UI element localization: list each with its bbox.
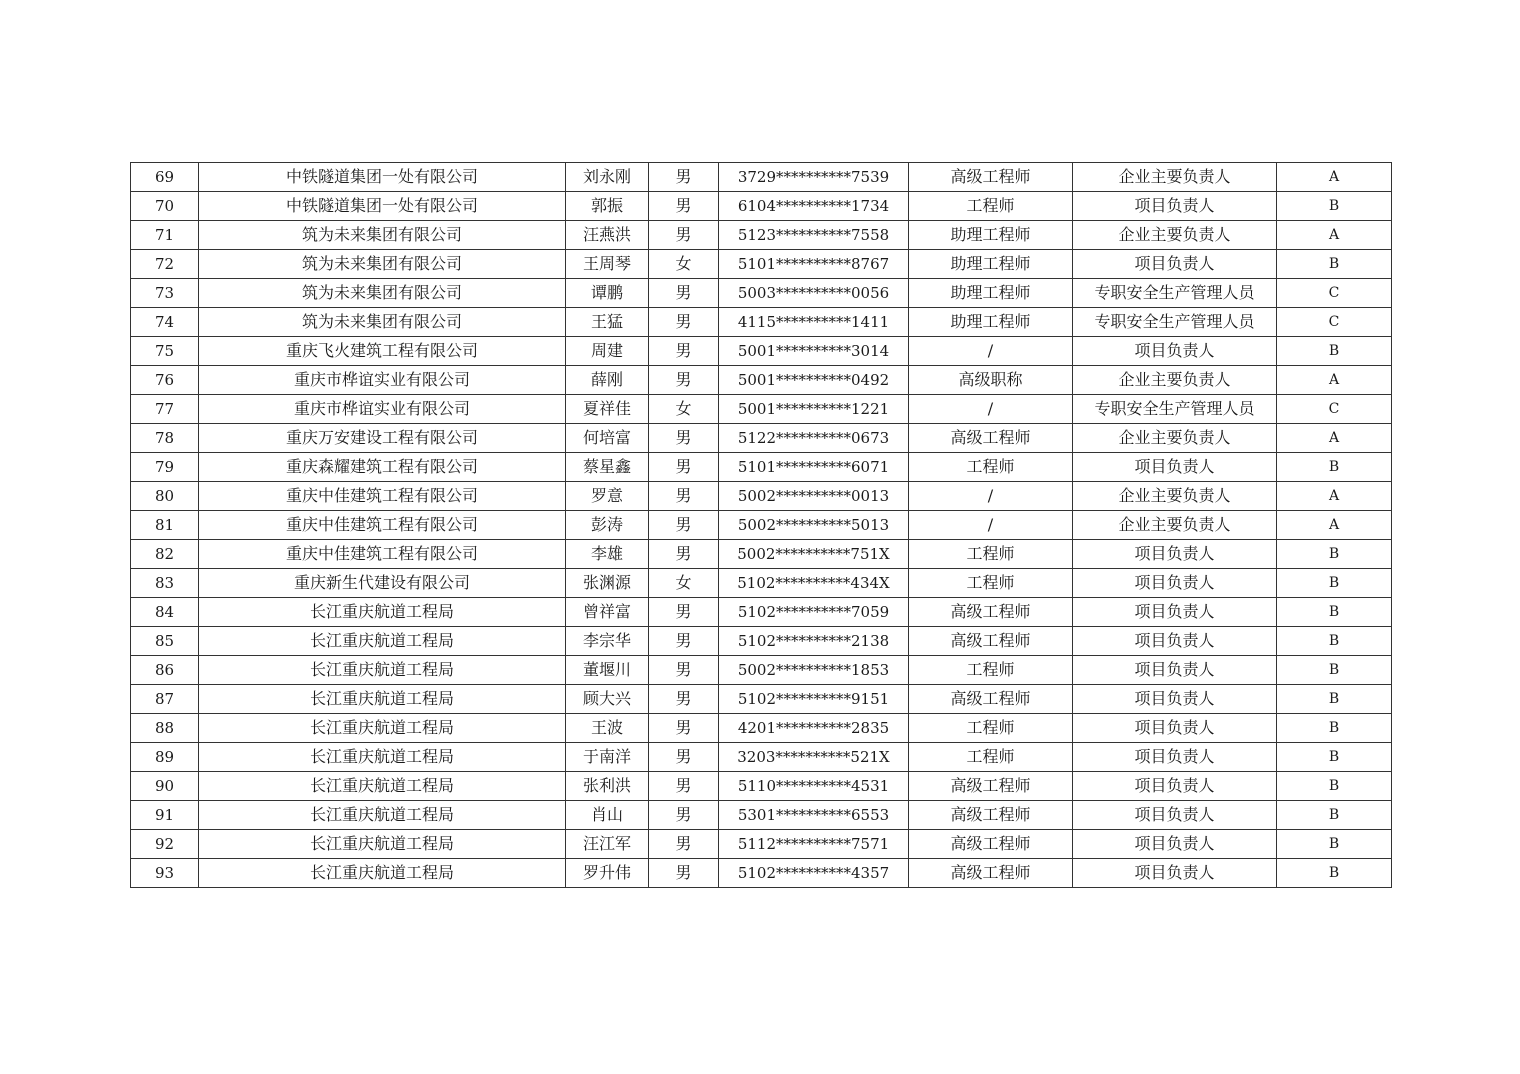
company-cell: 重庆森耀建筑工程有限公司 [199,453,566,482]
row-number-cell: 86 [131,656,199,685]
position-role-cell: 项目负责人 [1073,772,1277,801]
table-row [131,192,1392,221]
position-role-cell: 项目负责人 [1073,859,1277,888]
table-row [131,540,1392,569]
gender-cell: 男 [649,627,719,656]
grade-cell: B [1277,192,1392,221]
professional-title-cell: 高级工程师 [909,598,1073,627]
row-number-cell: 78 [131,424,199,453]
professional-title-cell: / [909,511,1073,540]
professional-title-cell: 高级工程师 [909,163,1073,192]
position-role-cell: 项目负责人 [1073,540,1277,569]
table-row [131,453,1392,482]
row-number-cell: 71 [131,221,199,250]
company-cell: 中铁隧道集团一处有限公司 [199,163,566,192]
professional-title-cell: 工程师 [909,743,1073,772]
person-name-cell: 罗意 [566,482,649,511]
id-number-cell: 5002**********751X [719,540,909,569]
professional-title-cell: 助理工程师 [909,250,1073,279]
position-role-cell: 项目负责人 [1073,598,1277,627]
person-name-cell: 汪燕洪 [566,221,649,250]
position-role-cell: 专职安全生产管理人员 [1073,395,1277,424]
grade-cell: B [1277,598,1392,627]
row-number-cell: 74 [131,308,199,337]
gender-cell: 男 [649,743,719,772]
table-row [131,163,1392,192]
company-cell: 筑为未来集团有限公司 [199,308,566,337]
id-number-cell: 5101**********8767 [719,250,909,279]
table-row [131,656,1392,685]
row-number-cell: 87 [131,685,199,714]
table-row [131,830,1392,859]
row-number-cell: 77 [131,395,199,424]
gender-cell: 男 [649,540,719,569]
company-cell: 重庆市桦谊实业有限公司 [199,366,566,395]
company-cell: 重庆中佳建筑工程有限公司 [199,540,566,569]
company-cell: 长江重庆航道工程局 [199,743,566,772]
position-role-cell: 企业主要负责人 [1073,366,1277,395]
gender-cell: 男 [649,482,719,511]
id-number-cell: 5122**********0673 [719,424,909,453]
id-number-cell: 5101**********6071 [719,453,909,482]
table-row [131,482,1392,511]
position-role-cell: 企业主要负责人 [1073,424,1277,453]
person-name-cell: 肖山 [566,801,649,830]
table-row [131,627,1392,656]
grade-cell: B [1277,830,1392,859]
id-number-cell: 5002**********1853 [719,656,909,685]
id-number-cell: 5102**********4357 [719,859,909,888]
grade-cell: C [1277,395,1392,424]
position-role-cell: 项目负责人 [1073,337,1277,366]
row-number-cell: 91 [131,801,199,830]
id-number-cell: 5001**********0492 [719,366,909,395]
grade-cell: B [1277,250,1392,279]
company-cell: 筑为未来集团有限公司 [199,250,566,279]
table-row [131,279,1392,308]
grade-cell: B [1277,743,1392,772]
gender-cell: 男 [649,859,719,888]
grade-cell: C [1277,279,1392,308]
grade-cell: B [1277,453,1392,482]
position-role-cell: 企业主要负责人 [1073,482,1277,511]
id-number-cell: 5102**********434X [719,569,909,598]
id-number-cell: 5102**********7059 [719,598,909,627]
person-name-cell: 汪江军 [566,830,649,859]
id-number-cell: 5002**********0013 [719,482,909,511]
row-number-cell: 73 [131,279,199,308]
id-number-cell: 5301**********6553 [719,801,909,830]
company-cell: 重庆中佳建筑工程有限公司 [199,511,566,540]
professional-title-cell: 工程师 [909,714,1073,743]
person-name-cell: 张渊源 [566,569,649,598]
person-name-cell: 蔡星鑫 [566,453,649,482]
company-cell: 长江重庆航道工程局 [199,801,566,830]
row-number-cell: 92 [131,830,199,859]
id-number-cell: 5102**********9151 [719,685,909,714]
row-number-cell: 82 [131,540,199,569]
row-number-cell: 70 [131,192,199,221]
company-cell: 长江重庆航道工程局 [199,627,566,656]
gender-cell: 男 [649,192,719,221]
professional-title-cell: 工程师 [909,569,1073,598]
person-name-cell: 李雄 [566,540,649,569]
grade-cell: B [1277,540,1392,569]
person-name-cell: 曾祥富 [566,598,649,627]
professional-title-cell: 高级工程师 [909,424,1073,453]
company-cell: 长江重庆航道工程局 [199,598,566,627]
id-number-cell: 3729**********7539 [719,163,909,192]
position-role-cell: 项目负责人 [1073,453,1277,482]
id-number-cell: 5001**********3014 [719,337,909,366]
professional-title-cell: 高级工程师 [909,627,1073,656]
row-number-cell: 80 [131,482,199,511]
personnel-table [130,162,1392,888]
professional-title-cell: 工程师 [909,656,1073,685]
professional-title-cell: 高级工程师 [909,772,1073,801]
position-role-cell: 项目负责人 [1073,656,1277,685]
row-number-cell: 76 [131,366,199,395]
position-role-cell: 项目负责人 [1073,627,1277,656]
table-row [131,366,1392,395]
professional-title-cell: / [909,482,1073,511]
gender-cell: 男 [649,772,719,801]
id-number-cell: 5102**********2138 [719,627,909,656]
row-number-cell: 88 [131,714,199,743]
person-name-cell: 张利洪 [566,772,649,801]
table-row [131,743,1392,772]
grade-cell: A [1277,221,1392,250]
grade-cell: A [1277,482,1392,511]
company-cell: 长江重庆航道工程局 [199,656,566,685]
company-cell: 筑为未来集团有限公司 [199,279,566,308]
table-row [131,685,1392,714]
person-name-cell: 顾大兴 [566,685,649,714]
professional-title-cell: / [909,395,1073,424]
position-role-cell: 企业主要负责人 [1073,221,1277,250]
company-cell: 长江重庆航道工程局 [199,859,566,888]
professional-title-cell: 高级工程师 [909,801,1073,830]
row-number-cell: 83 [131,569,199,598]
row-number-cell: 69 [131,163,199,192]
position-role-cell: 项目负责人 [1073,743,1277,772]
table-body [131,163,1392,888]
company-cell: 筑为未来集团有限公司 [199,221,566,250]
person-name-cell: 王猛 [566,308,649,337]
person-name-cell: 李宗华 [566,627,649,656]
table-row [131,511,1392,540]
person-name-cell: 于南洋 [566,743,649,772]
gender-cell: 男 [649,221,719,250]
professional-title-cell: / [909,337,1073,366]
professional-title-cell: 助理工程师 [909,308,1073,337]
person-name-cell: 夏祥佳 [566,395,649,424]
grade-cell: B [1277,714,1392,743]
position-role-cell: 专职安全生产管理人员 [1073,279,1277,308]
position-role-cell: 项目负责人 [1073,569,1277,598]
row-number-cell: 75 [131,337,199,366]
company-cell: 重庆万安建设工程有限公司 [199,424,566,453]
person-name-cell: 刘永刚 [566,163,649,192]
row-number-cell: 72 [131,250,199,279]
person-name-cell: 罗升伟 [566,859,649,888]
grade-cell: C [1277,308,1392,337]
table-row [131,395,1392,424]
professional-title-cell: 工程师 [909,453,1073,482]
person-name-cell: 王波 [566,714,649,743]
table-row [131,569,1392,598]
id-number-cell: 4201**********2835 [719,714,909,743]
gender-cell: 男 [649,685,719,714]
id-number-cell: 3203**********521X [719,743,909,772]
professional-title-cell: 助理工程师 [909,279,1073,308]
gender-cell: 男 [649,163,719,192]
gender-cell: 男 [649,656,719,685]
company-cell: 重庆新生代建设有限公司 [199,569,566,598]
position-role-cell: 项目负责人 [1073,801,1277,830]
company-cell: 重庆市桦谊实业有限公司 [199,395,566,424]
row-number-cell: 93 [131,859,199,888]
grade-cell: A [1277,511,1392,540]
person-name-cell: 郭振 [566,192,649,221]
professional-title-cell: 助理工程师 [909,221,1073,250]
professional-title-cell: 高级工程师 [909,685,1073,714]
row-number-cell: 85 [131,627,199,656]
table-row [131,424,1392,453]
position-role-cell: 项目负责人 [1073,192,1277,221]
company-cell: 中铁隧道集团一处有限公司 [199,192,566,221]
professional-title-cell: 工程师 [909,540,1073,569]
grade-cell: B [1277,337,1392,366]
gender-cell: 男 [649,337,719,366]
gender-cell: 男 [649,366,719,395]
person-name-cell: 薛刚 [566,366,649,395]
gender-cell: 女 [649,250,719,279]
row-number-cell: 79 [131,453,199,482]
position-role-cell: 项目负责人 [1073,685,1277,714]
person-name-cell: 彭涛 [566,511,649,540]
gender-cell: 男 [649,598,719,627]
id-number-cell: 6104**********1734 [719,192,909,221]
person-name-cell: 周建 [566,337,649,366]
position-role-cell: 专职安全生产管理人员 [1073,308,1277,337]
row-number-cell: 89 [131,743,199,772]
table-row [131,221,1392,250]
id-number-cell: 5002**********5013 [719,511,909,540]
position-role-cell: 项目负责人 [1073,250,1277,279]
id-number-cell: 5123**********7558 [719,221,909,250]
id-number-cell: 5003**********0056 [719,279,909,308]
company-cell: 长江重庆航道工程局 [199,685,566,714]
gender-cell: 男 [649,830,719,859]
person-name-cell: 王周琴 [566,250,649,279]
grade-cell: A [1277,366,1392,395]
company-cell: 重庆飞火建筑工程有限公司 [199,337,566,366]
table-row [131,714,1392,743]
table-row [131,859,1392,888]
position-role-cell: 企业主要负责人 [1073,163,1277,192]
grade-cell: B [1277,685,1392,714]
gender-cell: 男 [649,453,719,482]
gender-cell: 男 [649,714,719,743]
professional-title-cell: 高级工程师 [909,859,1073,888]
professional-title-cell: 高级职称 [909,366,1073,395]
company-cell: 长江重庆航道工程局 [199,714,566,743]
row-number-cell: 90 [131,772,199,801]
grade-cell: B [1277,569,1392,598]
table-row [131,598,1392,627]
id-number-cell: 5110**********4531 [719,772,909,801]
row-number-cell: 81 [131,511,199,540]
id-number-cell: 5001**********1221 [719,395,909,424]
id-number-cell: 4115**********1411 [719,308,909,337]
position-role-cell: 项目负责人 [1073,714,1277,743]
position-role-cell: 项目负责人 [1073,830,1277,859]
gender-cell: 男 [649,279,719,308]
grade-cell: B [1277,627,1392,656]
company-cell: 长江重庆航道工程局 [199,830,566,859]
gender-cell: 男 [649,424,719,453]
gender-cell: 女 [649,395,719,424]
person-name-cell: 何培富 [566,424,649,453]
professional-title-cell: 工程师 [909,192,1073,221]
table-row [131,337,1392,366]
row-number-cell: 84 [131,598,199,627]
company-cell: 长江重庆航道工程局 [199,772,566,801]
gender-cell: 女 [649,569,719,598]
company-cell: 重庆中佳建筑工程有限公司 [199,482,566,511]
person-name-cell: 谭鹏 [566,279,649,308]
grade-cell: B [1277,656,1392,685]
professional-title-cell: 高级工程师 [909,830,1073,859]
grade-cell: B [1277,772,1392,801]
id-number-cell: 5112**********7571 [719,830,909,859]
gender-cell: 男 [649,308,719,337]
gender-cell: 男 [649,801,719,830]
grade-cell: A [1277,163,1392,192]
table-row [131,772,1392,801]
table-row [131,250,1392,279]
gender-cell: 男 [649,511,719,540]
table-row [131,801,1392,830]
position-role-cell: 企业主要负责人 [1073,511,1277,540]
grade-cell: B [1277,801,1392,830]
person-name-cell: 董堰川 [566,656,649,685]
grade-cell: A [1277,424,1392,453]
grade-cell: B [1277,859,1392,888]
table-row [131,308,1392,337]
